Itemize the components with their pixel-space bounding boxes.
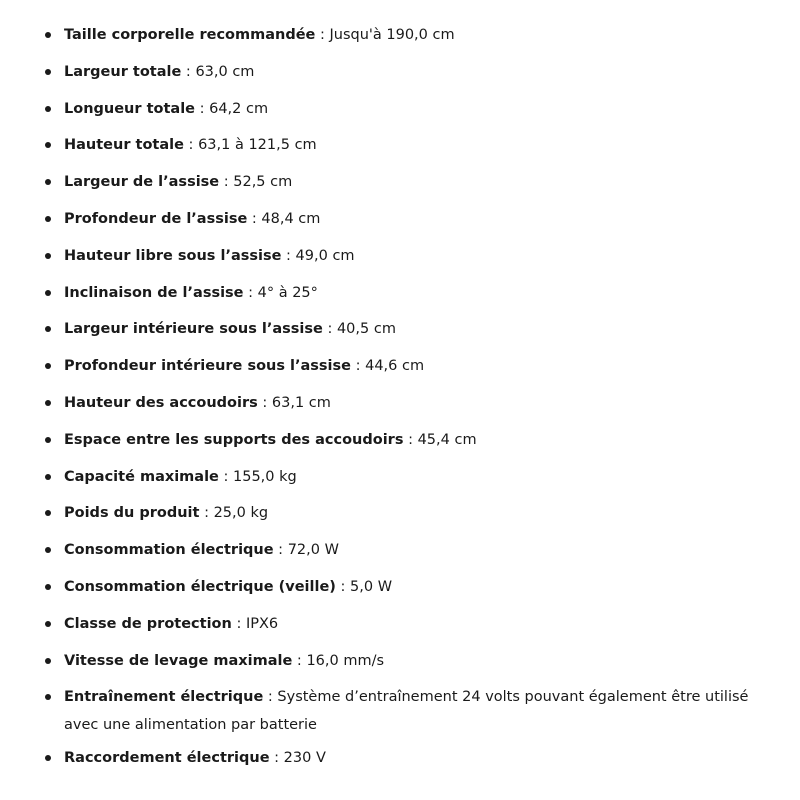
spec-item (0, 318, 800, 340)
spec-item (0, 355, 800, 377)
spec-value: Jusqu'à 190,0 cm (329, 27, 455, 43)
spec-label: Entraînement électrique (64, 689, 264, 706)
spec-value: 155,0 kg (233, 468, 297, 485)
spec-separator: : (322, 321, 337, 338)
spec-value: 72,0 W (287, 542, 339, 559)
spec-separator: : (231, 615, 246, 632)
spec-label: Largeur de l’assise (64, 174, 220, 191)
spec-list (0, 24, 800, 784)
spec-item (0, 502, 800, 524)
spec-label: Profondeur intérieure sous l’assise (64, 358, 351, 375)
spec-separator: : (181, 63, 196, 80)
spec-label: Poids du produit (64, 505, 200, 522)
spec-value: 63,1 cm (271, 394, 331, 411)
spec-separator: : (315, 27, 330, 43)
spec-item (0, 134, 800, 156)
spec-value: 4° à 25° (257, 284, 318, 301)
spec-item (0, 282, 800, 304)
spec-separator: : (263, 689, 278, 706)
spec-separator: : (335, 578, 351, 595)
spec-item (0, 61, 800, 83)
spec-value: 5,0 W (350, 578, 393, 595)
spec-separator: : (199, 505, 214, 522)
spec-separator: : (195, 100, 210, 117)
spec-value: 44,6 cm (365, 358, 425, 375)
spec-label: Consommation électrique (veille) (64, 578, 336, 595)
spec-item (0, 466, 800, 488)
spec-item (0, 613, 800, 635)
spec-label: Classe de protection (64, 615, 232, 632)
spec-value: 40,5 cm (336, 321, 396, 338)
spec-label: Hauteur totale (64, 137, 184, 154)
spec-separator: : (351, 358, 366, 375)
spec-label: Raccordement électrique (64, 749, 270, 766)
spec-label: Taille corporelle recommandée (64, 27, 316, 43)
spec-label: Longueur totale (64, 100, 195, 117)
spec-item (0, 392, 800, 414)
spec-value: 64,2 cm (209, 100, 269, 117)
spec-separator: : (243, 284, 258, 301)
spec-item (0, 98, 800, 120)
spec-item (0, 576, 800, 598)
spec-value: 230 V (283, 749, 326, 766)
spec-label: Largeur totale (64, 63, 182, 80)
spec-separator: : (247, 210, 262, 227)
spec-item (0, 171, 800, 193)
spec-separator: : (218, 468, 233, 485)
spec-separator: : (281, 247, 296, 264)
spec-label: Hauteur des accoudoirs (64, 394, 258, 411)
spec-label: Consommation électrique (64, 542, 274, 559)
spec-label: Inclinaison de l’assise (64, 284, 244, 301)
spec-separator: : (269, 749, 284, 766)
spec-value: 48,4 cm (261, 210, 321, 227)
spec-label: Hauteur libre sous l’assise (64, 247, 282, 264)
spec-label: Profondeur de l’assise (64, 210, 248, 227)
spec-value: 45,4 cm (417, 431, 477, 448)
spec-item (0, 650, 800, 672)
spec-value: 52,5 cm (233, 174, 293, 191)
spec-value: 63,1 à 121,5 cm (198, 137, 317, 154)
spec-value: 16,0 mm/s (306, 652, 385, 669)
spec-value: Système d’entraînement 24 volts pouvant également être utilisé avec une alimentation par batterie (64, 689, 749, 734)
spec-label: Espace entre les supports des accoudoirs (64, 431, 404, 448)
spec-label: Capacité maximale (64, 468, 219, 485)
spec-separator: : (257, 394, 272, 411)
spec-item (0, 747, 800, 769)
spec-item (0, 683, 800, 739)
spec-item (0, 539, 800, 561)
spec-label: Vitesse de levage maximale (64, 652, 293, 669)
spec-value: 63,0 cm (195, 63, 255, 80)
spec-separator: : (292, 652, 307, 669)
spec-value: 25,0 kg (213, 505, 269, 522)
spec-item (0, 245, 800, 267)
spec-value: IPX6 (245, 615, 279, 632)
spec-item (0, 429, 800, 451)
spec-label: Largeur intérieure sous l’assise (64, 321, 323, 338)
spec-value: 49,0 cm (295, 247, 355, 264)
spec-separator: : (183, 137, 199, 154)
spec-separator: : (219, 174, 234, 191)
spec-item (0, 208, 800, 230)
spec-item (0, 24, 800, 46)
spec-separator: : (403, 431, 418, 448)
spec-separator: : (273, 542, 288, 559)
